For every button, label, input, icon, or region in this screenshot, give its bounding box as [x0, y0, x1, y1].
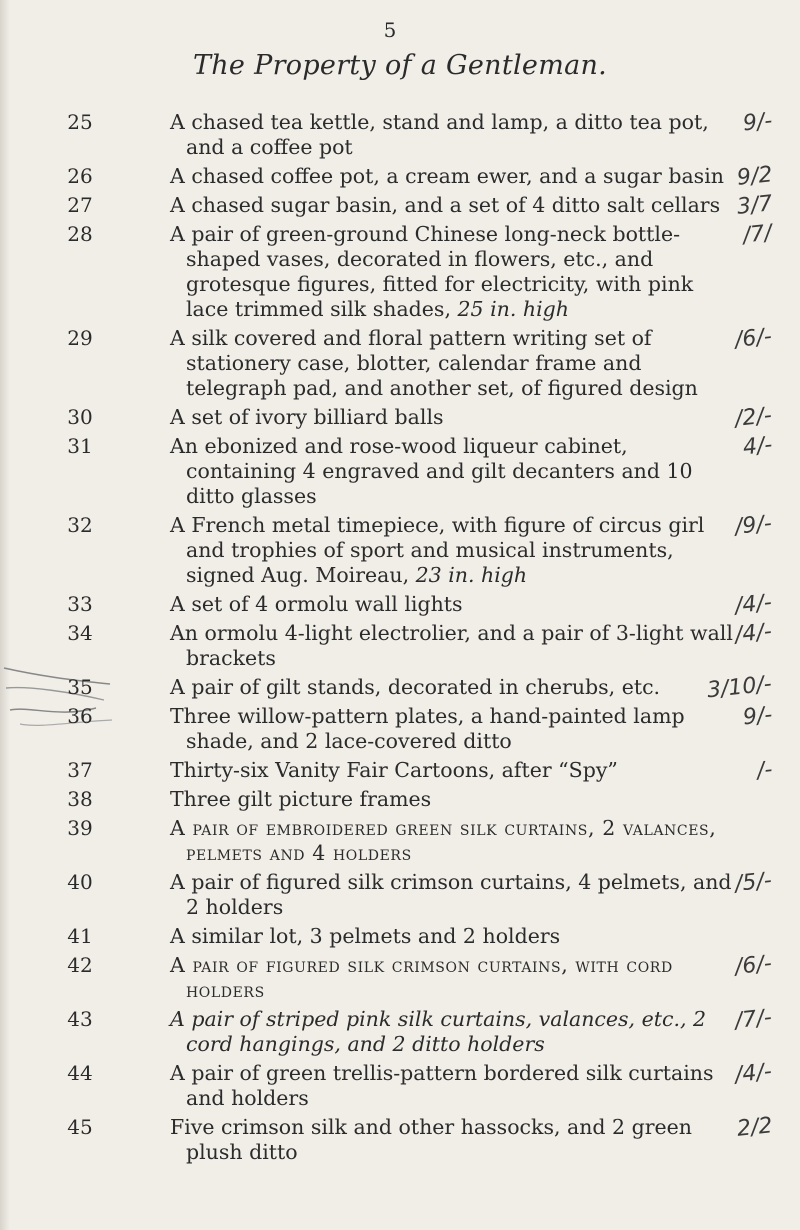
handwritten-price: 3/7: [735, 191, 774, 220]
lot-number: 29: [67, 326, 93, 350]
lot-description-text: A similar lot, 3 pelmets and 2 holders: [170, 924, 561, 948]
handwritten-price: 9/-: [741, 108, 774, 137]
lot-number: 44: [67, 1061, 93, 1085]
lot-number: 37: [67, 758, 93, 782]
lot-item: [0, 870, 800, 920]
lot-description: [170, 1115, 741, 1165]
lot-item: [0, 924, 800, 949]
lot-description-text: An ormolu 4-light electrolier, and a pair of 3-light wall brackets: [170, 621, 733, 670]
handwritten-price: /5/-: [734, 868, 774, 897]
lot-description-text: An ebonized and rose-wood liqueur cabinet, containing 4 engraved and gilt decanters and 10 ditto glasses: [170, 434, 693, 508]
lot-number: 38: [67, 787, 93, 811]
handwritten-price: /6/-: [734, 951, 774, 980]
lot-description: [170, 1007, 741, 1057]
lot-description-text: A pair of figured silk crimson curtains, 4 pelmets, and 2 holders: [170, 870, 732, 919]
lot-description-text: A pair of figured silk crimson curtains, with cord holders: [170, 953, 673, 1002]
lot-description: [170, 405, 741, 430]
handwritten-price: /9/-: [734, 511, 774, 540]
lot-description: [170, 222, 741, 322]
lot-number: 42: [67, 953, 93, 977]
lot-description-text: A pair of green-ground Chinese long-neck bottle-shaped vases, decorated in flowers, etc., and grotesque figures, fitted for electricity, with pink lace trimmed silk shades,: [170, 222, 694, 321]
lot-item: [0, 758, 800, 783]
lot-item: [0, 326, 800, 401]
lot-item: [0, 513, 800, 588]
handwritten-price: /-: [755, 757, 774, 784]
lot-item: [0, 704, 800, 754]
lot-description: [170, 870, 741, 920]
lot-description-text: A pair of gilt stands, decorated in cherubs, etc.: [170, 675, 661, 699]
handwritten-price: 9/2: [735, 162, 774, 191]
lot-dimension: 25 in. high: [457, 297, 569, 321]
lot-item: [0, 1061, 800, 1111]
lot-description: [170, 816, 741, 866]
lot-description-text: A pair of embroidered green silk curtains, 2 valances, pelmets and 4 holders: [170, 816, 717, 865]
lot-number: 31: [67, 434, 93, 458]
lot-description: [170, 924, 741, 949]
lot-description: [170, 164, 741, 189]
lot-number: 27: [67, 193, 93, 217]
lot-description-text: A French metal timepiece, with figure of circus girl and trophies of sport and musical instruments, signed Aug. Moireau,: [170, 513, 705, 587]
handwritten-price: 9/-: [741, 702, 774, 731]
handwritten-price: 3/10/-: [706, 671, 774, 704]
handwritten-price: 4/-: [741, 432, 774, 461]
lot-description-text: A set of 4 ormolu wall lights: [170, 592, 463, 616]
lot-number: 36: [67, 704, 93, 728]
page-number: 5: [383, 18, 397, 42]
lot-number: 30: [67, 405, 93, 429]
handwritten-price: /4/-: [734, 590, 774, 619]
lot-description-text: Five crimson silk and other hassocks, and 2 green plush ditto: [170, 1115, 693, 1164]
lot-item: [0, 1007, 800, 1057]
lot-description: [170, 787, 741, 812]
lot-description: [170, 758, 741, 783]
handwritten-price: /4/-: [734, 619, 774, 648]
lot-description: [170, 592, 741, 617]
lot-item: [0, 222, 800, 322]
lot-description-text: A set of ivory billiard balls: [170, 405, 444, 429]
lot-number: 26: [67, 164, 93, 188]
lot-item: [0, 816, 800, 866]
lot-item: [0, 953, 800, 1003]
lot-number: 25: [67, 110, 93, 134]
lot-number: 40: [67, 870, 93, 894]
lot-item: [0, 1115, 800, 1165]
lot-number: 32: [67, 513, 93, 537]
lot-item: [0, 434, 800, 509]
lot-number: 35: [67, 675, 93, 699]
lot-description: [170, 953, 741, 1003]
handwritten-price: /7/-: [734, 1005, 774, 1034]
lot-item: [0, 787, 800, 812]
lot-description: [170, 1061, 741, 1111]
lot-description: [170, 434, 741, 509]
lot-description-text: A pair of striped pink silk curtains, valances, etc., 2 cord hangings, and 2 ditto holders: [170, 1007, 707, 1056]
lot-item: [0, 110, 800, 160]
lot-description-text: A pair of green trellis-pattern bordered silk curtains and holders: [170, 1061, 714, 1110]
lot-number: 28: [67, 222, 93, 246]
lot-description-text: A chased tea kettle, stand and lamp, a ditto tea pot, and a coffee pot: [170, 110, 709, 159]
lot-item: [0, 671, 800, 704]
lot-item: [0, 405, 800, 430]
lot-description-text: Three gilt picture frames: [170, 787, 432, 811]
lot-description: [170, 621, 741, 671]
lot-description: [170, 513, 741, 588]
lot-dimension: 23 in. high: [415, 563, 528, 587]
handwritten-price: /6/-: [734, 324, 774, 353]
page-heading: The Property of a Gentleman.: [192, 50, 608, 81]
lot-description-text: A chased coffee pot, a cream ewer, and a sugar basin: [170, 164, 724, 188]
lot-number: 39: [67, 816, 93, 840]
lot-list: [0, 110, 800, 1169]
lot-number: 45: [67, 1115, 93, 1139]
lot-description: [170, 193, 741, 218]
handwritten-price: /2/-: [734, 403, 774, 432]
lot-item: [0, 621, 800, 671]
lot-item: [0, 164, 800, 189]
lot-description-text: Thirty-six Vanity Fair Cartoons, after “Spy”: [170, 758, 618, 782]
lot-description-text: A chased sugar basin, and a set of 4 ditto salt cellars: [170, 193, 721, 217]
lot-description: [170, 110, 741, 160]
lot-number: 34: [67, 621, 93, 645]
lot-description: [170, 326, 741, 401]
handwritten-price: /7/: [741, 220, 774, 249]
lot-description-text: Three willow-pattern plates, a hand-painted lamp shade, and 2 lace-covered ditto: [170, 704, 685, 753]
lot-number: 33: [67, 592, 93, 616]
lot-description: [170, 704, 741, 754]
lot-description: [170, 675, 741, 700]
handwritten-price: 2/2: [735, 1113, 774, 1142]
lot-number: 43: [67, 1007, 93, 1031]
lot-item: [0, 193, 800, 218]
lot-description-text: A silk covered and floral pattern writing set of stationery case, blotter, calendar frame and telegraph pad, and another set, of figured design: [170, 326, 698, 400]
lot-number: 41: [67, 924, 93, 948]
lot-item: [0, 592, 800, 617]
handwritten-price: /4/-: [734, 1059, 774, 1088]
